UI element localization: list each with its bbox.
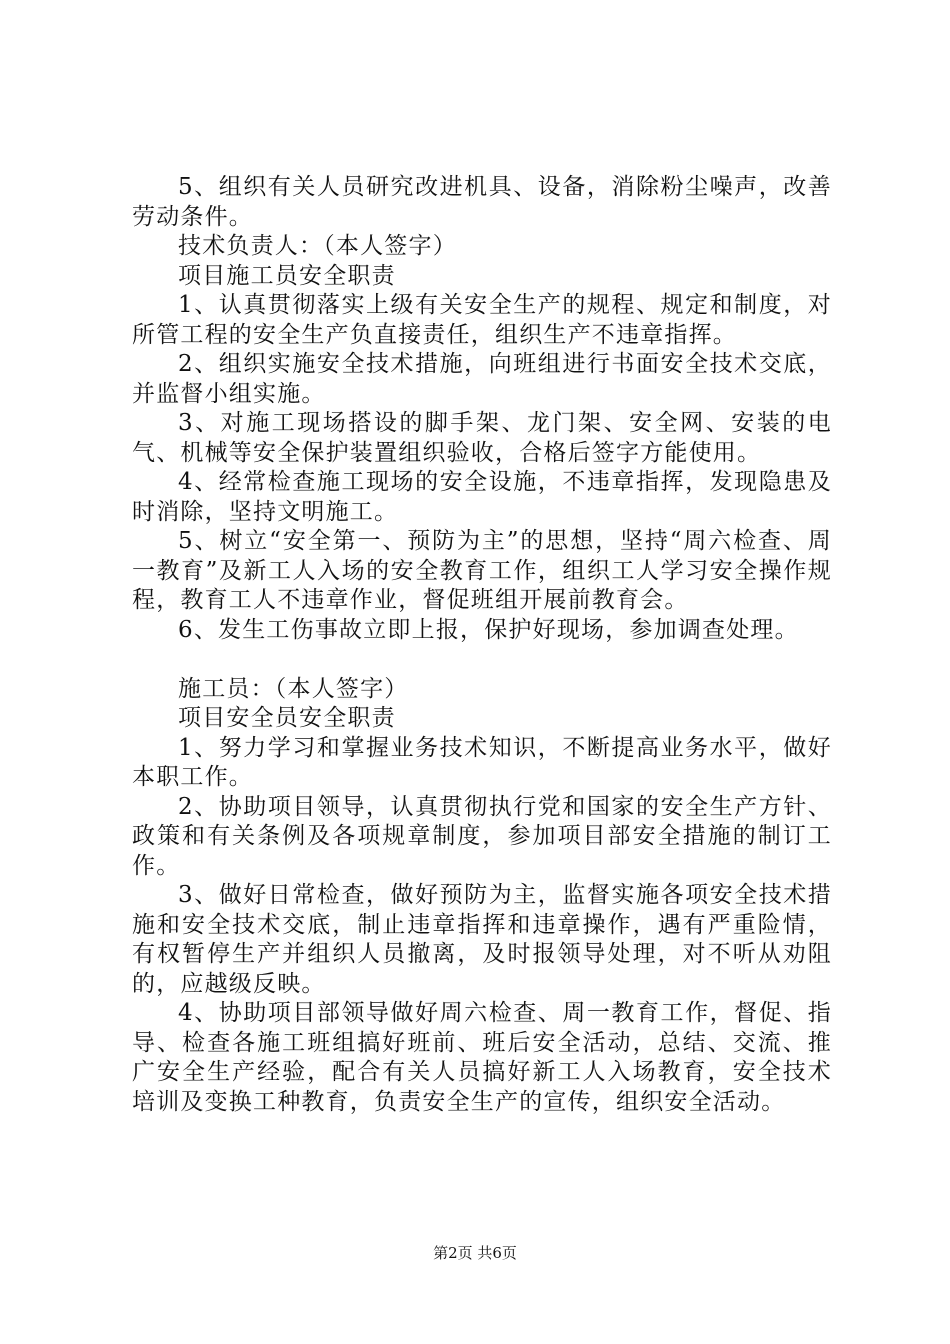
paragraph-safety-duty-3: 3、做好日常检查，做好预防为主，监督实施各项安全技术措施和安全技术交底，制止违章指挥和违章操作，遇有严重险情，有权暂停生产并组织人员撤离，及时报领导处理，对不听从劝阻的，应越级反映。 xyxy=(132,882,832,997)
page-number-footer: 第2页 共6页 xyxy=(433,1244,517,1262)
section-heading-construction-officer: 项目施工员安全职责 xyxy=(178,262,396,289)
paragraph-safety-duty-1: 1、努力学习和掌握业务技术知识，不断提高业务水平，做好本职工作。 xyxy=(132,734,832,790)
paragraph-safety-duty-2: 2、协助项目领导，认真贯彻执行党和国家的安全生产方针、政策和有关条例及各项规章制度，参加项目部安全措施的制订工作。 xyxy=(132,793,832,879)
document-body xyxy=(132,173,832,1117)
paragraph-safety-duty-4: 4、协助项目部领导做好周六检查、周一教育工作，督促、指导、检查各施工班组搞好班前、班后安全活动，总结、交流、推广安全生产经验，配合有关人员搞好新工人入场教育，安全技术培训及变换工种教育，负责安全生产的宣传，组织安全活动。 xyxy=(132,1000,832,1115)
paragraph-duty-5: 5、组织有关人员研究改进机具、设备，消除粉尘噪声，改善劳动条件。 xyxy=(132,174,832,230)
signature-line-technical-lead: 技术负责人：（本人签字） xyxy=(178,233,457,259)
paragraph-spacer xyxy=(132,645,832,675)
paragraph-officer-duty-2: 2、组织实施安全技术措施，向班组进行书面安全技术交底，并监督小组实施。 xyxy=(132,351,832,407)
paragraph-officer-duty-4: 4、经常检查施工现场的安全设施，不违章指挥，发现隐患及时消除，坚持文明施工。 xyxy=(132,469,832,525)
paragraph-officer-duty-1: 1、认真贯彻落实上级有关安全生产的规程、规定和制度，对所管工程的安全生产负直接责任，组织生产不违章指挥。 xyxy=(132,292,832,348)
paragraph-officer-duty-6: 6、发生工伤事故立即上报，保护好现场，参加调查处理。 xyxy=(178,616,799,643)
paragraph-officer-duty-3: 3、对施工现场搭设的脚手架、龙门架、安全网、安装的电气、机械等安全保护装置组织验收，合格后签字方能使用。 xyxy=(132,410,832,466)
section-heading-safety-officer: 项目安全员安全职责 xyxy=(178,705,396,731)
paragraph-officer-duty-5: 5、树立“安全第一、预防为主”的思想，坚持“周六检查、周一教育”及新工人入场的安全教育工作，组织工人学习安全操作规程，教育工人不违章作业，督促班组开展前教育会。 xyxy=(132,528,832,613)
signature-line-construction-officer: 施工员：（本人签字） xyxy=(178,675,409,702)
